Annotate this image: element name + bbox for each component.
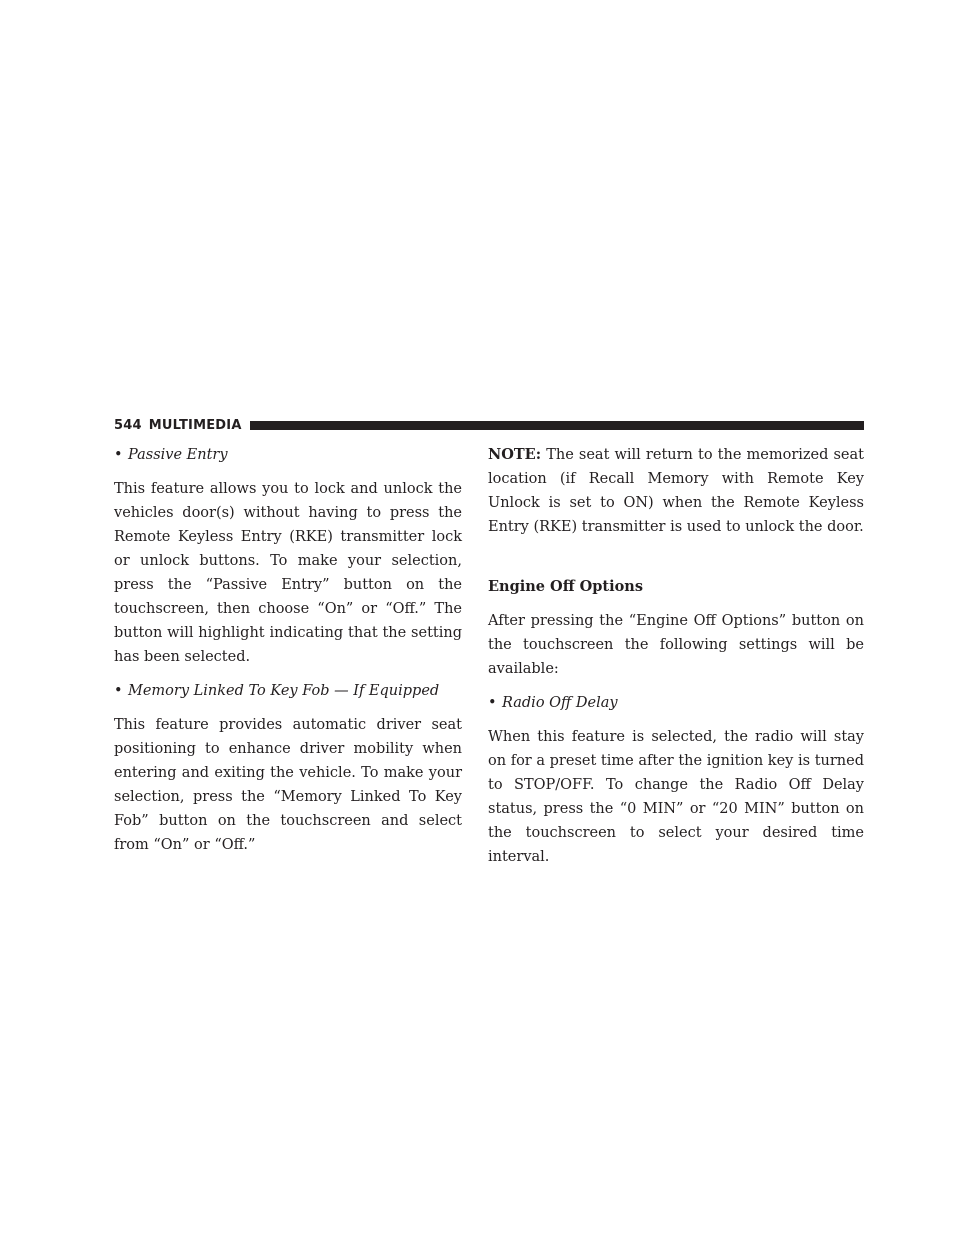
note-label: NOTE:: [488, 446, 542, 463]
page-header: [114, 415, 864, 435]
bullet-label: Radio Off Delay: [502, 695, 618, 711]
bullet-label: Passive Entry: [128, 447, 228, 463]
bullet-glyph: •: [488, 695, 497, 711]
bullet-glyph: •: [114, 683, 123, 699]
bullet-glyph: •: [114, 447, 123, 463]
bullet-passive-entry: [114, 443, 462, 467]
heading-engine-off-options: Engine Off Options: [488, 578, 643, 595]
section-title: MULTIMEDIA: [148, 417, 242, 433]
right-column: [488, 443, 864, 879]
note-paragraph: [488, 443, 864, 539]
left-column: [114, 443, 462, 867]
note-text: The seat will return to the memorized seat location (if Recall Memory with Remote Key Unlock is set to ON) when the Remote Keyless Entry (RKE) transmitter is used to unlock the door.: [488, 447, 864, 535]
bullet-label: Memory Linked To Key Fob — If Equipped: [128, 683, 440, 699]
page-number: 544: [114, 417, 142, 433]
paragraph-passive-entry: This feature allows you to lock and unlock the vehicles door(s) without having to press the Remote Keyless Entry (RKE) transmitter lock or unlock buttons. To make your selection, press the “Passive Entry” button on the touchscreen, then choose “On” or “Off.” The button will highlight indicating that the setting has been selected.: [114, 481, 462, 665]
header-rule: [250, 421, 864, 430]
paragraph-radio-off-delay: When this feature is selected, the radio will stay on for a preset time after the ignition key is turned to STOP/OFF. To change the Radio Off Delay status, press the “0 MIN” or “20 MIN” button on the touchscreen to select your desired time interval.: [488, 729, 864, 865]
paragraph-memory-linked: This feature provides automatic driver seat positioning to enhance driver mobility when entering and exiting the vehicle. To make your selection, press the “Memory Linked To Key Fob” button on the touchscreen and select from “On” or “Off.”: [114, 717, 462, 853]
bullet-memory-linked: [114, 679, 462, 703]
bullet-radio-off-delay: [488, 691, 864, 715]
paragraph-engine-off-options: After pressing the “Engine Off Options” button on the touchscreen the following settings will be available:: [488, 613, 864, 677]
